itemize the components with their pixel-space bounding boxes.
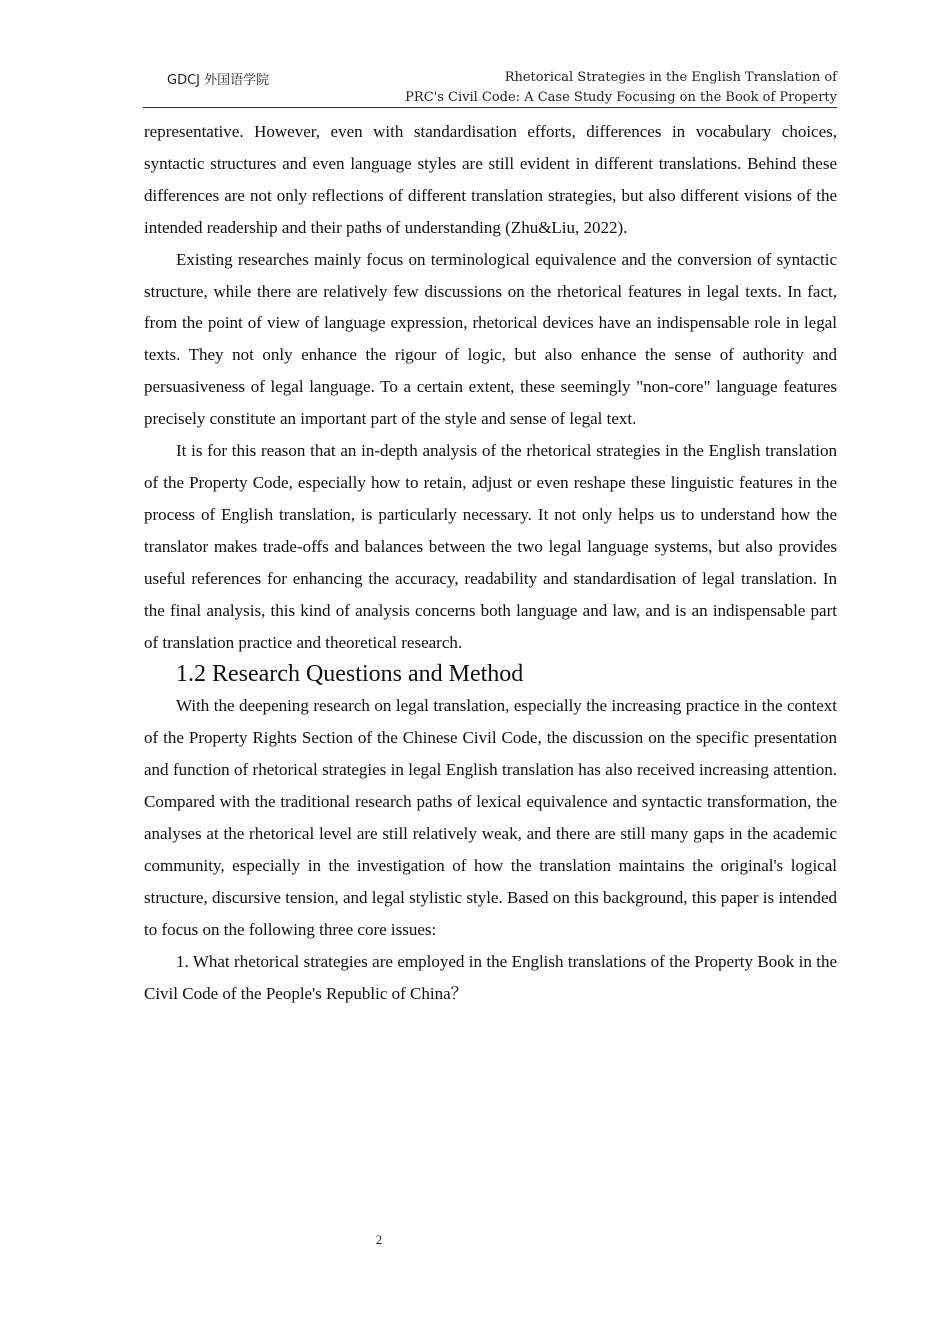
- page-number: 2: [375, 1232, 383, 1247]
- header-title: [317, 68, 837, 108]
- paragraph: With the deepening research on legal translation, especially the increasing practice in the context of the Property Rights Section of the Chinese Civil Code, the discussion on the specific presentation and function of rhetorical strategies in legal English translation has also received increasing attention. Compared with the traditional research paths of lexical equivalence and syntactic transformation, the analyses at the rhetorical level are still relatively weak, and there are still many gaps in the academic community, especially in the investigation of how the translation maintains the original's logical structure, discursive tension, and legal stylistic style. Based on this background, this paper is intended to focus on the following three core issues:: [144, 696, 837, 939]
- paragraph-continuation: representative. However, even with standardisation efforts, differences in vocabulary choices, syntactic structures and even language styles are still evident in different translations. Behind these differences are not only reflections of different translation strategies, but also different visions of the intended readership and their paths of understanding (Zhu&Liu, 2022).: [144, 122, 837, 237]
- main-text: [144, 116, 837, 1009]
- section-heading: 1.2 Research Questions and Method: [176, 661, 524, 688]
- paragraph: It is for this reason that an in-depth analysis of the rhetorical strategies in the English translation of the Property Code, especially how to retain, adjust or even reshape these linguistic features in the process of English translation, is particularly necessary. It not only helps us to understand how the translator makes trade-offs and balances between the two legal language systems, but also provides useful references for enhancing the accuracy, readability and standardisation of legal translation. In the final analysis, this kind of analysis concerns both language and law, and is an indispensable part of translation practice and theoretical research.: [144, 441, 837, 652]
- header-title-line-2: PRC's Civil Code: A Case Study Focusing on the Book of Property: [405, 90, 837, 105]
- header-divider: [143, 107, 837, 108]
- header-institution: GDCJ 外国语学院: [167, 73, 270, 88]
- paragraph: Existing researches mainly focus on terminological equivalence and the conversion of syntactic structure, while there are relatively few discussions on the rhetorical features in legal texts. In fact, from the point of view of language expression, rhetorical devices have an indispensable role in legal texts. They not only enhance the rigour of logic, but also enhance the sense of authority and persuasiveness of legal language. To a certain extent, these seemingly "non-core" language features precisely constitute an important part of the style and sense of legal text.: [144, 249, 837, 429]
- research-question-item: 1. What rhetorical strategies are employed in the English translations of the Property Book in the Civil Code of the People's Republic of China？: [144, 951, 837, 1003]
- header-title-line-1: Rhetorical Strategies in the English Translation of: [504, 70, 837, 85]
